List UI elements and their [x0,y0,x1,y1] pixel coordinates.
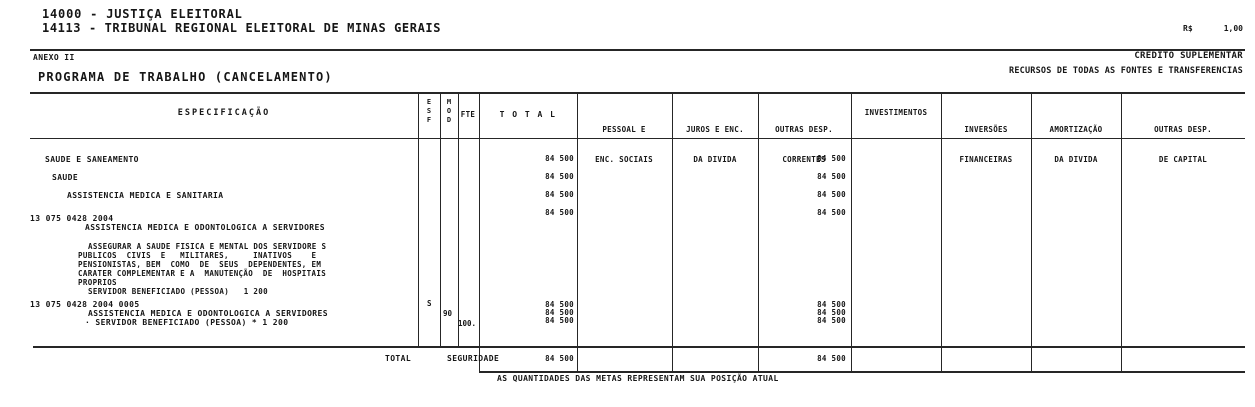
row-programa-total: 84 500 [545,190,574,199]
col-fte: FTE [460,110,476,119]
subtitle-0005-meta: · SERVIDOR BENEFICIADO (PESSOA) * 1 200 [85,318,289,327]
program-2004-description-line: PROPRIOS [78,278,117,287]
program-2004-name: ASSISTENCIA MEDICA E ODONTOLOGICA A SERVIDORES [85,223,325,232]
col-inversoes: INVERSÕES FINANCEIRAS [959,125,1013,164]
footer-total-scope: SEGURIDADE [447,354,500,363]
program-2004-description-line: ASSEGURAR A SAUDE FISICA E MENTAL DOS SERVIDORE S [88,242,327,251]
resources-label: RECURSOS DE TODAS AS FONTES E TRANSFERENCIAS [1009,66,1243,76]
col-esf: E S F [426,98,432,124]
program-2004-description-line: PENSIONISTAS, BEM COMO DE SEUS DEPENDENTES, EM [78,260,322,269]
subtitle-0005-outras: 84 500 [817,300,846,309]
subtitle-0005-code: 13 075 0428 2004 0005 [30,300,140,309]
row-programa-label: ASSISTENCIA MEDICA E SANITARIA [67,191,224,200]
program-2004-total: 84 500 [545,208,574,217]
header-agency-line: 14000 - JUSTIÇA ELEITORAL [42,7,243,21]
credit-type-label: CREDITO SUPLEMENTAR [1134,51,1243,61]
subtitle-0005-fte: 100. [458,319,477,328]
row-funcao-label: SAUDE E SANEAMENTO [45,155,139,164]
footer-total-label: TOTAL [385,354,412,363]
col-pessoal: PESSOAL E ENC. SOCIAIS [595,125,653,164]
col-line-fte-left [458,92,459,348]
col-investimentos: INVESTIMENTOS [864,108,928,117]
subtitle-0005-total: 84 500 [545,300,574,309]
col-outras-capital: OUTRAS DESP. DE CAPITAL [1154,125,1212,164]
col-line-total-left [479,92,480,373]
program-2004-description-line: CARATER COMPLEMENTAR E A MANUTENÇÃO DE HOSPITAIS [78,269,327,278]
footnote: AS QUANTIDADES DAS METAS REPRESENTAM SUA POSIÇÃO ATUAL [497,374,779,383]
col-juros: JUROS E ENC. DA DIVIDA [686,125,744,164]
subtitle-0005-outras: 84 500 [817,316,846,325]
table-top-rule [30,92,1245,94]
subtitle-0005-esf: S [427,299,432,308]
currency-label: R$ [1183,24,1193,33]
col-line-mod-left [440,92,441,348]
col-mod: M O D [446,98,452,124]
row-subfuncao-total: 84 500 [545,172,574,181]
col-line-esf-left [418,92,419,348]
header-unit-line: 14113 - TRIBUNAL REGIONAL ELEITORAL DE MINAS GERAIS [42,21,442,35]
subtitle-0005-total: 84 500 [545,308,574,317]
currency-unit: 1,00 [1223,24,1243,33]
row-funcao-outras: 84 500 [817,154,846,163]
row-subfuncao-outras: 84 500 [817,172,846,181]
footer-outras-value: 84 500 [817,354,846,363]
col-amortizacao: AMORTIZAÇÃO DA DIVIDA [1049,125,1103,164]
col-especificacao: ESPECIFICAÇÃO [177,108,271,118]
annex-label: ANEXO II [33,53,75,62]
program-2004-description-line: PUBLICOS CIVIS E MILITARES, INATIVOS E [78,251,317,260]
table-total-bottom-rule [479,371,1245,373]
subtitle-0005-outras: 84 500 [817,308,846,317]
rule-top [30,49,1245,51]
row-funcao-total: 84 500 [545,154,574,163]
table-body-bottom-rule [33,346,1245,348]
footer-total-value: 84 500 [545,354,574,363]
subtitle-0005-mod: 90 [443,309,453,318]
program-2004-outras: 84 500 [817,208,846,217]
subtitle-0005-total: 84 500 [545,316,574,325]
program-title: PROGRAMA DE TRABALHO (CANCELAMENTO) [38,70,333,84]
program-2004-code: 13 075 0428 2004 [30,214,114,223]
col-outras-correntes: OUTRAS DESP. CORRENTES [775,125,833,164]
subtitle-0005-name: ASSISTENCIA MEDICA E ODONTOLOGICA A SERVIDORES [88,309,328,318]
row-programa-outras: 84 500 [817,190,846,199]
program-2004-meta-line: SERVIDOR BENEFICIADO (PESSOA) 1 200 [88,287,269,296]
row-subfuncao-label: SAUDE [52,173,79,182]
col-total: T O T A L [499,110,557,119]
